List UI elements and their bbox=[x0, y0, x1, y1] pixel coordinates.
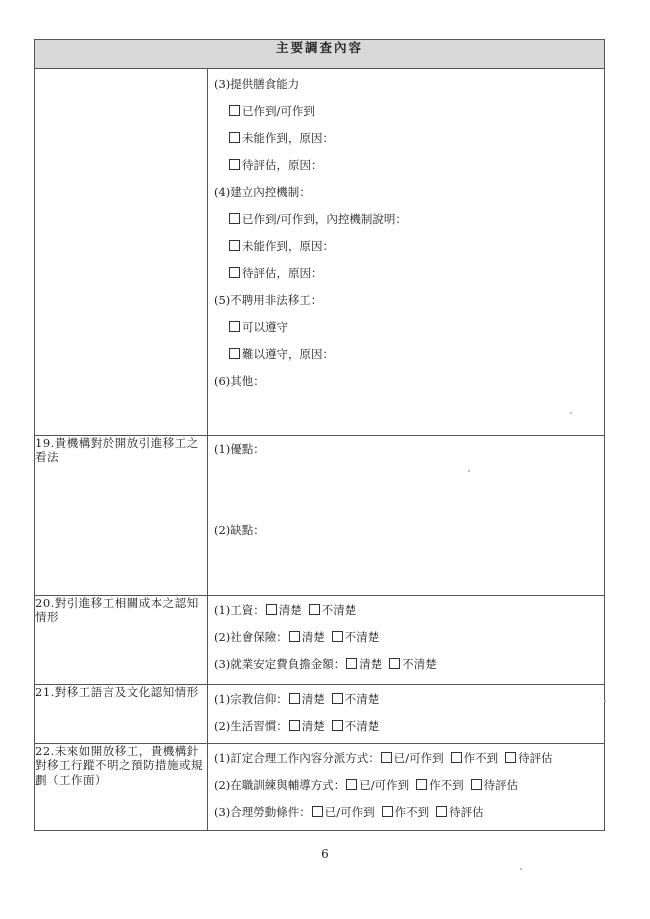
checkbox[interactable] bbox=[266, 604, 277, 615]
option-label: 待評估 bbox=[449, 805, 484, 819]
option-label: 難以遵守，原因： bbox=[242, 347, 334, 361]
checkbox-option bbox=[345, 657, 382, 671]
answer-cell bbox=[208, 596, 605, 685]
option-label: 不清楚 bbox=[344, 692, 380, 706]
scan-speck bbox=[520, 868, 522, 870]
heading-text: (5)不聘用非法移工： bbox=[214, 293, 323, 307]
option-label: 可以遵守 bbox=[242, 320, 288, 334]
checkbox[interactable] bbox=[389, 658, 400, 669]
question-text: 19.貴機構對於開放引進移工之看法 bbox=[35, 436, 199, 465]
item-heading bbox=[208, 71, 604, 98]
checkbox[interactable] bbox=[505, 752, 516, 763]
table-row bbox=[35, 69, 605, 436]
table-header: 主要調查內容 bbox=[35, 40, 605, 69]
checkbox-option bbox=[381, 805, 430, 819]
item-label: (3)就業安定費負擔金額： bbox=[214, 657, 346, 671]
checkbox-option bbox=[331, 692, 380, 706]
answer-cell bbox=[208, 685, 605, 744]
checkbox-option bbox=[331, 630, 380, 644]
checkbox[interactable] bbox=[309, 604, 320, 615]
question-cell bbox=[35, 685, 208, 744]
checkbox[interactable] bbox=[471, 779, 482, 790]
answer-list bbox=[208, 744, 604, 826]
option-label: 作不到 bbox=[394, 805, 430, 819]
checkbox[interactable] bbox=[229, 159, 240, 170]
option-label: 待評估 bbox=[518, 751, 553, 765]
answer-list bbox=[208, 685, 604, 740]
option-label: 已/可作到 bbox=[393, 751, 444, 765]
question-cell bbox=[35, 436, 208, 596]
item-label: (1)宗教信仰： bbox=[214, 692, 288, 706]
option-label: 清楚 bbox=[278, 603, 302, 617]
option-label: 待評估，原因： bbox=[242, 158, 323, 172]
checkbox-option bbox=[311, 805, 375, 819]
checkbox-option bbox=[208, 341, 604, 368]
checkbox-option bbox=[415, 778, 464, 792]
checkbox-option bbox=[450, 751, 499, 765]
item-heading bbox=[208, 179, 604, 206]
disadvantages-label: (2)缺點： bbox=[214, 523, 265, 537]
table-row bbox=[35, 744, 605, 831]
page-number: 6 bbox=[321, 847, 329, 861]
item-label: (1)工資： bbox=[214, 603, 265, 617]
scan-speck bbox=[604, 700, 606, 702]
question-cell bbox=[35, 744, 208, 831]
checkbox-option bbox=[380, 751, 444, 765]
item-label: (2)社會保險： bbox=[214, 630, 288, 644]
checkbox[interactable] bbox=[289, 720, 300, 731]
option-label: 清楚 bbox=[301, 630, 325, 644]
answer-list bbox=[208, 596, 604, 678]
heading-text: (4)建立內控機制： bbox=[214, 185, 311, 199]
option-label: 待評估，原因： bbox=[242, 266, 323, 280]
option-label: 清楚 bbox=[301, 692, 325, 706]
checkbox[interactable] bbox=[229, 240, 240, 251]
checkbox[interactable] bbox=[229, 348, 240, 359]
answer-cell bbox=[208, 436, 605, 596]
checkbox-option bbox=[208, 260, 604, 287]
question-item bbox=[208, 597, 604, 624]
checkbox[interactable] bbox=[332, 720, 343, 731]
question-text: 21.對移工語言及文化認知情形 bbox=[35, 685, 199, 699]
option-label: 未能作到，原因： bbox=[242, 239, 334, 253]
question-item bbox=[208, 651, 604, 678]
table-row bbox=[35, 436, 605, 596]
option-label: 作不到 bbox=[429, 778, 464, 792]
option-label: 已作到/可作到 bbox=[242, 104, 315, 118]
checkbox-option bbox=[288, 630, 325, 644]
option-label: 不清楚 bbox=[402, 657, 437, 671]
question-item bbox=[208, 745, 604, 772]
checkbox[interactable] bbox=[451, 752, 462, 763]
advantages-label: (1)優點： bbox=[214, 442, 265, 456]
checkbox[interactable] bbox=[332, 693, 343, 704]
item-label: (2)在職訓練與輔導方式： bbox=[214, 778, 346, 792]
checkbox[interactable] bbox=[229, 132, 240, 143]
heading-text: (3)提供膳食能力 bbox=[214, 77, 300, 91]
checkbox[interactable] bbox=[229, 267, 240, 278]
checkbox-option bbox=[288, 719, 325, 733]
scan-speck bbox=[468, 470, 470, 472]
option-label: 已/可作到 bbox=[359, 778, 410, 792]
option-label: 清楚 bbox=[359, 657, 383, 671]
table-row bbox=[35, 596, 605, 685]
checkbox-option bbox=[288, 692, 325, 706]
option-label: 待評估 bbox=[483, 778, 519, 792]
option-label: 已作到/可作到，內控機制說明： bbox=[242, 212, 407, 226]
checkbox-option bbox=[208, 314, 604, 341]
checkbox-option bbox=[265, 603, 302, 617]
checkbox-option bbox=[331, 719, 380, 733]
question-item bbox=[208, 799, 604, 826]
option-label: 不清楚 bbox=[344, 630, 380, 644]
checkbox[interactable] bbox=[289, 693, 300, 704]
item-heading bbox=[208, 287, 604, 314]
checkbox-option bbox=[504, 751, 553, 765]
checkbox-option bbox=[388, 657, 437, 671]
table-header-row bbox=[35, 40, 605, 69]
checkbox[interactable] bbox=[229, 213, 240, 224]
heading-text: (6)其他： bbox=[214, 374, 265, 388]
question-cell bbox=[35, 596, 208, 685]
question-item bbox=[208, 713, 604, 740]
option-label: 不清楚 bbox=[321, 603, 357, 617]
question-text: 22.未來如開放移工，貴機構針對移工行蹤不明之預防措施或規劃（工作面） bbox=[35, 744, 203, 787]
checkbox[interactable] bbox=[381, 752, 392, 763]
checkbox-option bbox=[470, 778, 519, 792]
checkbox-option bbox=[208, 125, 604, 152]
checkbox-option bbox=[308, 603, 357, 617]
checkbox[interactable] bbox=[346, 779, 357, 790]
checkbox-option bbox=[435, 805, 484, 819]
item-label: (2)生活習慣： bbox=[214, 719, 288, 733]
item-heading bbox=[208, 368, 604, 395]
checkbox[interactable] bbox=[416, 779, 427, 790]
checkbox[interactable] bbox=[289, 631, 300, 642]
scan-speck bbox=[570, 412, 572, 414]
checkbox[interactable] bbox=[436, 806, 447, 817]
answer-cell bbox=[208, 744, 605, 831]
checkbox[interactable] bbox=[312, 806, 323, 817]
option-label: 不清楚 bbox=[344, 719, 380, 733]
option-label: 未能作到，原因： bbox=[242, 131, 334, 145]
checkbox[interactable] bbox=[229, 321, 240, 332]
question-item bbox=[208, 772, 604, 799]
item-label: (3)合理勞動條件： bbox=[214, 805, 311, 819]
checkbox-option bbox=[345, 778, 409, 792]
option-label: 已/可作到 bbox=[324, 805, 375, 819]
item-label: (1)訂定合理工作內容分派方式： bbox=[214, 751, 380, 765]
checkbox-option bbox=[208, 98, 604, 125]
question-item bbox=[208, 686, 604, 713]
checkbox-option bbox=[208, 206, 604, 233]
question-item bbox=[208, 624, 604, 651]
question-cell bbox=[35, 69, 208, 436]
checkbox[interactable] bbox=[229, 105, 240, 116]
checkbox[interactable] bbox=[332, 631, 343, 642]
checkbox[interactable] bbox=[382, 806, 393, 817]
option-label: 清楚 bbox=[301, 719, 325, 733]
checkbox-option bbox=[208, 152, 604, 179]
checkbox[interactable] bbox=[346, 658, 357, 669]
option-label: 作不到 bbox=[463, 751, 499, 765]
question-text: 20.對引進移工相關成本之認知情形 bbox=[35, 596, 199, 625]
answer-cell bbox=[208, 69, 605, 436]
answer-list bbox=[208, 69, 604, 395]
checkbox-option bbox=[208, 233, 604, 260]
table-row bbox=[35, 685, 605, 744]
survey-table bbox=[34, 39, 605, 831]
